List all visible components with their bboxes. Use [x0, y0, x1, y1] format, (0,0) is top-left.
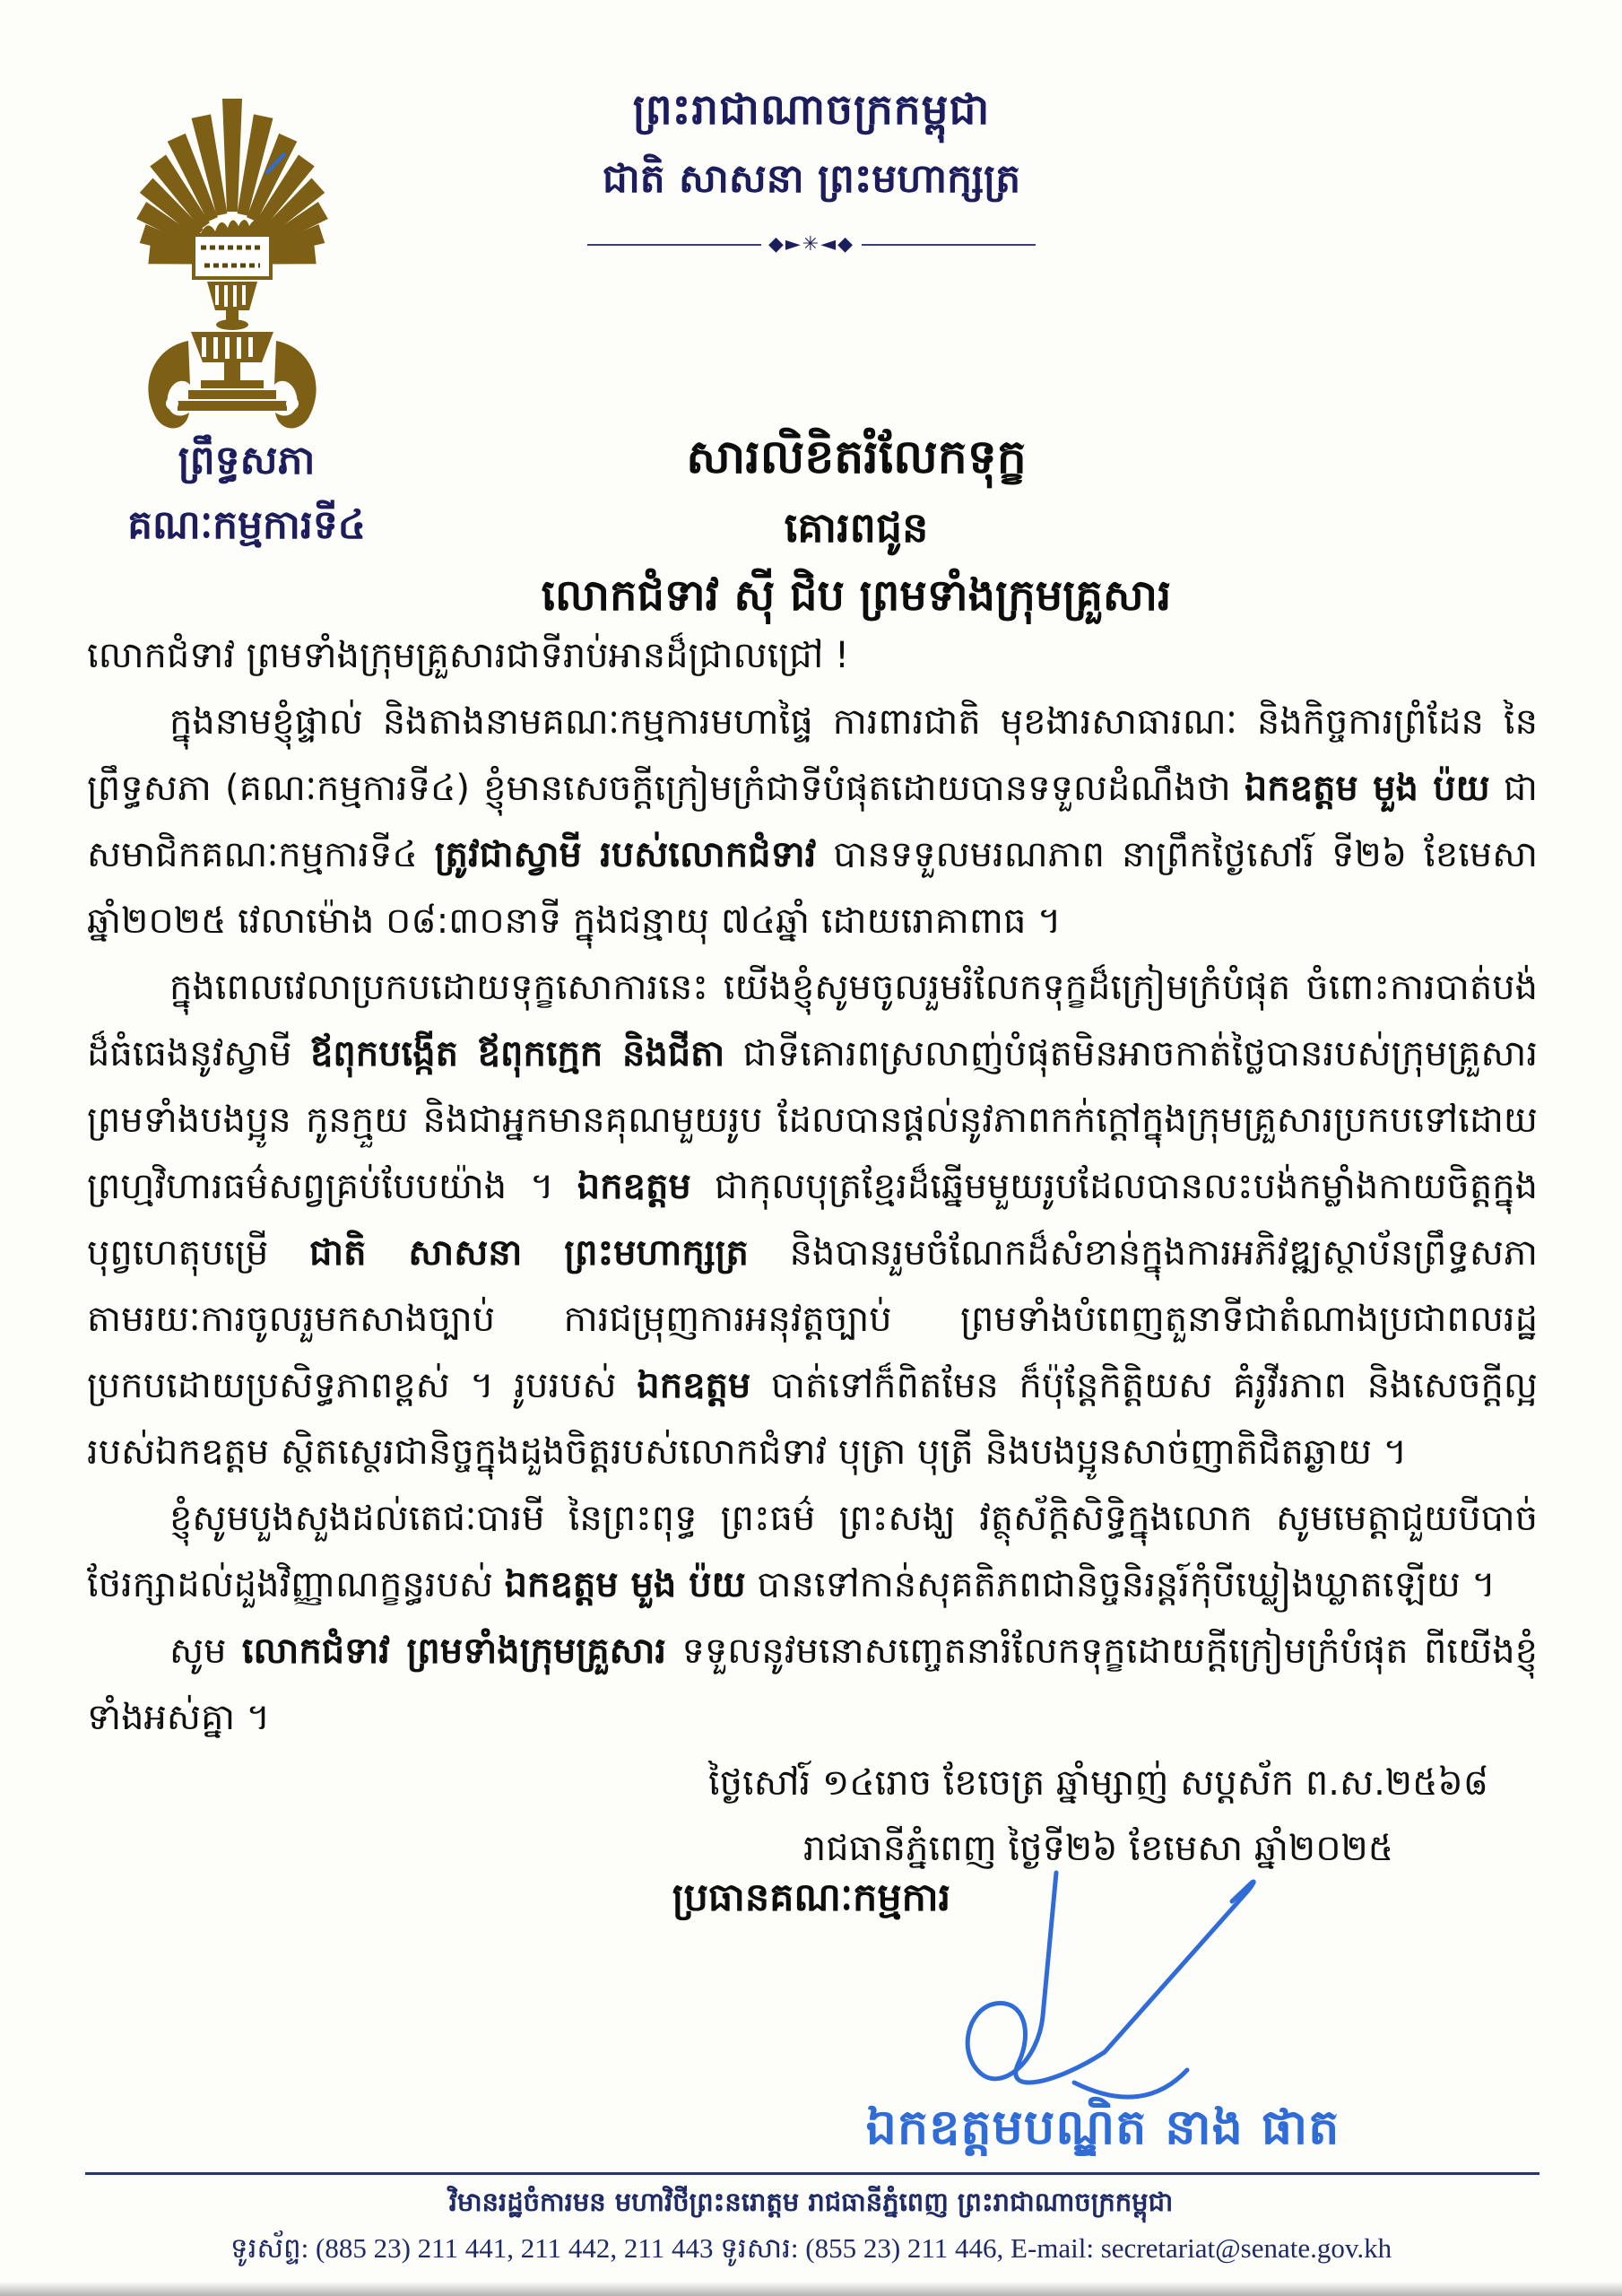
dateline-lunar: ថ្ងៃសៅរ៍ ១៤រោច ខែចេត្រ ឆ្នាំម្សាញ់ សប្តស័ក ព.ស.២៥៦៨	[707, 1762, 1489, 1804]
signatory-role: ប្រធានគណៈកម្មការ	[672, 1875, 951, 1920]
footer-contacts: ទូរស័ព្ទ: (885 23) 211 441, 211 442, 211 443 ទូរសារ: (855 23) 211 446, E-mail: secretariat@senate.gov.kh	[230, 2232, 1392, 2264]
letter-title-main: សារលិខិតរំលែកទុក្ខ	[686, 430, 1027, 484]
kingdom-title: ព្រះរាជាណាចក្រកម្ពុជា	[632, 85, 991, 135]
letter-title-recipient: លោកជំទាវ ស៊ី ជិប ព្រមទាំងក្រុមគ្រួសារ	[541, 570, 1172, 621]
footer-address: វិមានរដ្ឋចំការមន មហាវិថីព្រះនរោត្តម រាជធានីភ្នំពេញ ព្រះរាជាណាចក្រកម្ពុជា	[448, 2187, 1174, 2217]
letter-body	[87, 622, 1538, 1751]
paragraph-2: ក្នុងពេលវេលាប្រកបដោយទុក្ខសោការនេះ យើងខ្ញុំសូមចូលរួមរំលែកទុក្ខដ៏ក្រៀមក្រំបំផុត ចំពោះការបាត់បង់ដ៏ធំធេងនូវស្វាមី ឪពុកបង្កើត ឪពុកក្មេក និងជីតា ជាទីគោរពស្រលាញ់បំផុតមិនអាចកាត់ថ្លៃបានរបស់ក្រុមគ្រួសារ ព្រមទាំងបងប្អូន កូនក្មួយ និងជាអ្នកមានគុណមួយរូប ដែលបានផ្តល់នូវភាពកក់ក្តៅក្នុងក្រុមគ្រួសារប្រកបទៅដោយព្រហ្មវិហារធម៌សព្វគ្រប់បែបយ៉ាង ។ ឯកឧត្តម ជាកុលបុត្រខ្មែរដ៏ឆ្នើមមួយរូបដែលបានលះបង់កម្លាំងកាយចិត្តក្នុងបុព្វហេតុបម្រើ ជាតិ សាសនា ព្រះមហាក្សត្រ និងបានរួមចំណែកដ៏សំខាន់ក្នុងការអភិវឌ្ឍស្ថាប័នព្រឹទ្ធសភា តាមរយៈការចូលរួមកសាងច្បាប់ ការជម្រុញការអនុវត្តច្បាប់ ព្រមទាំងបំពេញតួនាទីជាតំណាងប្រជាពលរដ្ឋប្រកបដោយប្រសិទ្ធភាពខ្ពស់ ។ រូបរបស់ ឯកឧត្តម បាត់ទៅក៏ពិតមែន ក៏ប៉ុន្តែកិត្តិយស គំរូវីរភាព និងសេចក្តីល្អរបស់ឯកឧត្តម ស្ថិតស្ថេរជានិច្ចក្នុងដួងចិត្តរបស់លោកជំទាវ បុត្រា បុត្រី និងបងប្អូនសាច់ញាតិជិតឆ្ងាយ ។	[87, 967, 1539, 1473]
sender-committee: គណៈកម្មការទី៤	[127, 502, 366, 548]
sender-block	[85, 429, 408, 558]
dateline-block	[664, 1751, 1533, 1882]
paragraph-1: ក្នុងនាមខ្ញុំផ្ទាល់ និងតាងនាមគណៈកម្មការមហាផ្ទៃ ការពារជាតិ មុខងារសាធារណៈ និងកិច្ចការព្រំដែន នៃព្រឹទ្ធសភា (គណៈកម្មការទី៤) ខ្ញុំមានសេចក្តីក្រៀមក្រំជាទីបំផុតដោយបានទទួលដំណឹងថា ឯកឧត្តម មួង ប៉យ ជាសមាជិកគណៈកម្មការទី៤ ត្រូវជាស្វាមី របស់លោកជំទាវ បានទទួលមរណភាព នាព្រឹកថ្ងៃសៅរ៍ ទី២៦ ខែមេសា ឆ្នាំ២០២៥ វេលាម៉ោង ០៨:៣០នាទី ក្នុងជន្មាយុ ៧៤ឆ្នាំ ដោយរោគាពាធ ។	[87, 701, 1539, 942]
divider-rule-right	[862, 244, 1036, 246]
nation-religion-king-motto: ជាតិ សាសនា ព្រះមហាក្សត្រ	[602, 156, 1021, 202]
paragraph-3: ខ្ញុំសូមបួងសួងដល់តេជៈបារមី នៃព្រះពុទ្ធ ព្រះធម៌ ព្រះសង្ឃ វត្ថុស័ក្តិសិទ្ធិក្នុងលោក សូមមេត្តាជួយបីបាច់ថែរក្សាដល់ដួងវិញ្ញាណក្ខន្ធរបស់ ឯកឧត្តម មួង ប៉យ បានទៅកាន់សុគតិភពជានិច្ចនិរន្តរ៍កុំបីឃ្លៀងឃ្លាតឡើយ ។	[87, 1498, 1538, 1605]
footer-separator	[85, 2172, 1540, 2175]
signatory-name-stamp: ឯកឧត្តមបណ្ឌិត នាង ផាត	[865, 2099, 1340, 2155]
paragraph-4: សូម លោកជំទាវ ព្រមទាំងក្រុមគ្រួសារ ទទួលនូវមនោសញ្ចេតនារំលែកទុក្ខដោយក្តីក្រៀមក្រំបំផុត ពីយើងខ្ញុំទាំងអស់គ្នា ។	[87, 1631, 1538, 1738]
divider-ornament-icon: ◆►✳◄◆	[768, 233, 855, 256]
sender-institution: ព្រឹទ្ធសភា	[178, 438, 316, 483]
senate-gold-emblem-icon	[100, 79, 365, 433]
letter-title-block	[408, 422, 1305, 630]
letter-title-dedication: គោរពជូន	[784, 503, 929, 552]
scan-shadow	[0, 2282, 1622, 2296]
dateline-gregorian: រាជធានីភ្នំពេញ ថ្ងៃទី២៦ ខែមេសា ឆ្នាំ២០២៥	[802, 1828, 1394, 1869]
ornament-divider	[587, 235, 1036, 255]
divider-rule-left	[587, 244, 761, 246]
salutation: លោកជំទាវ ព្រមទាំងក្រុមគ្រួសារជាទីរាប់អានដ៏ជ្រាលជ្រៅ !	[87, 635, 850, 676]
